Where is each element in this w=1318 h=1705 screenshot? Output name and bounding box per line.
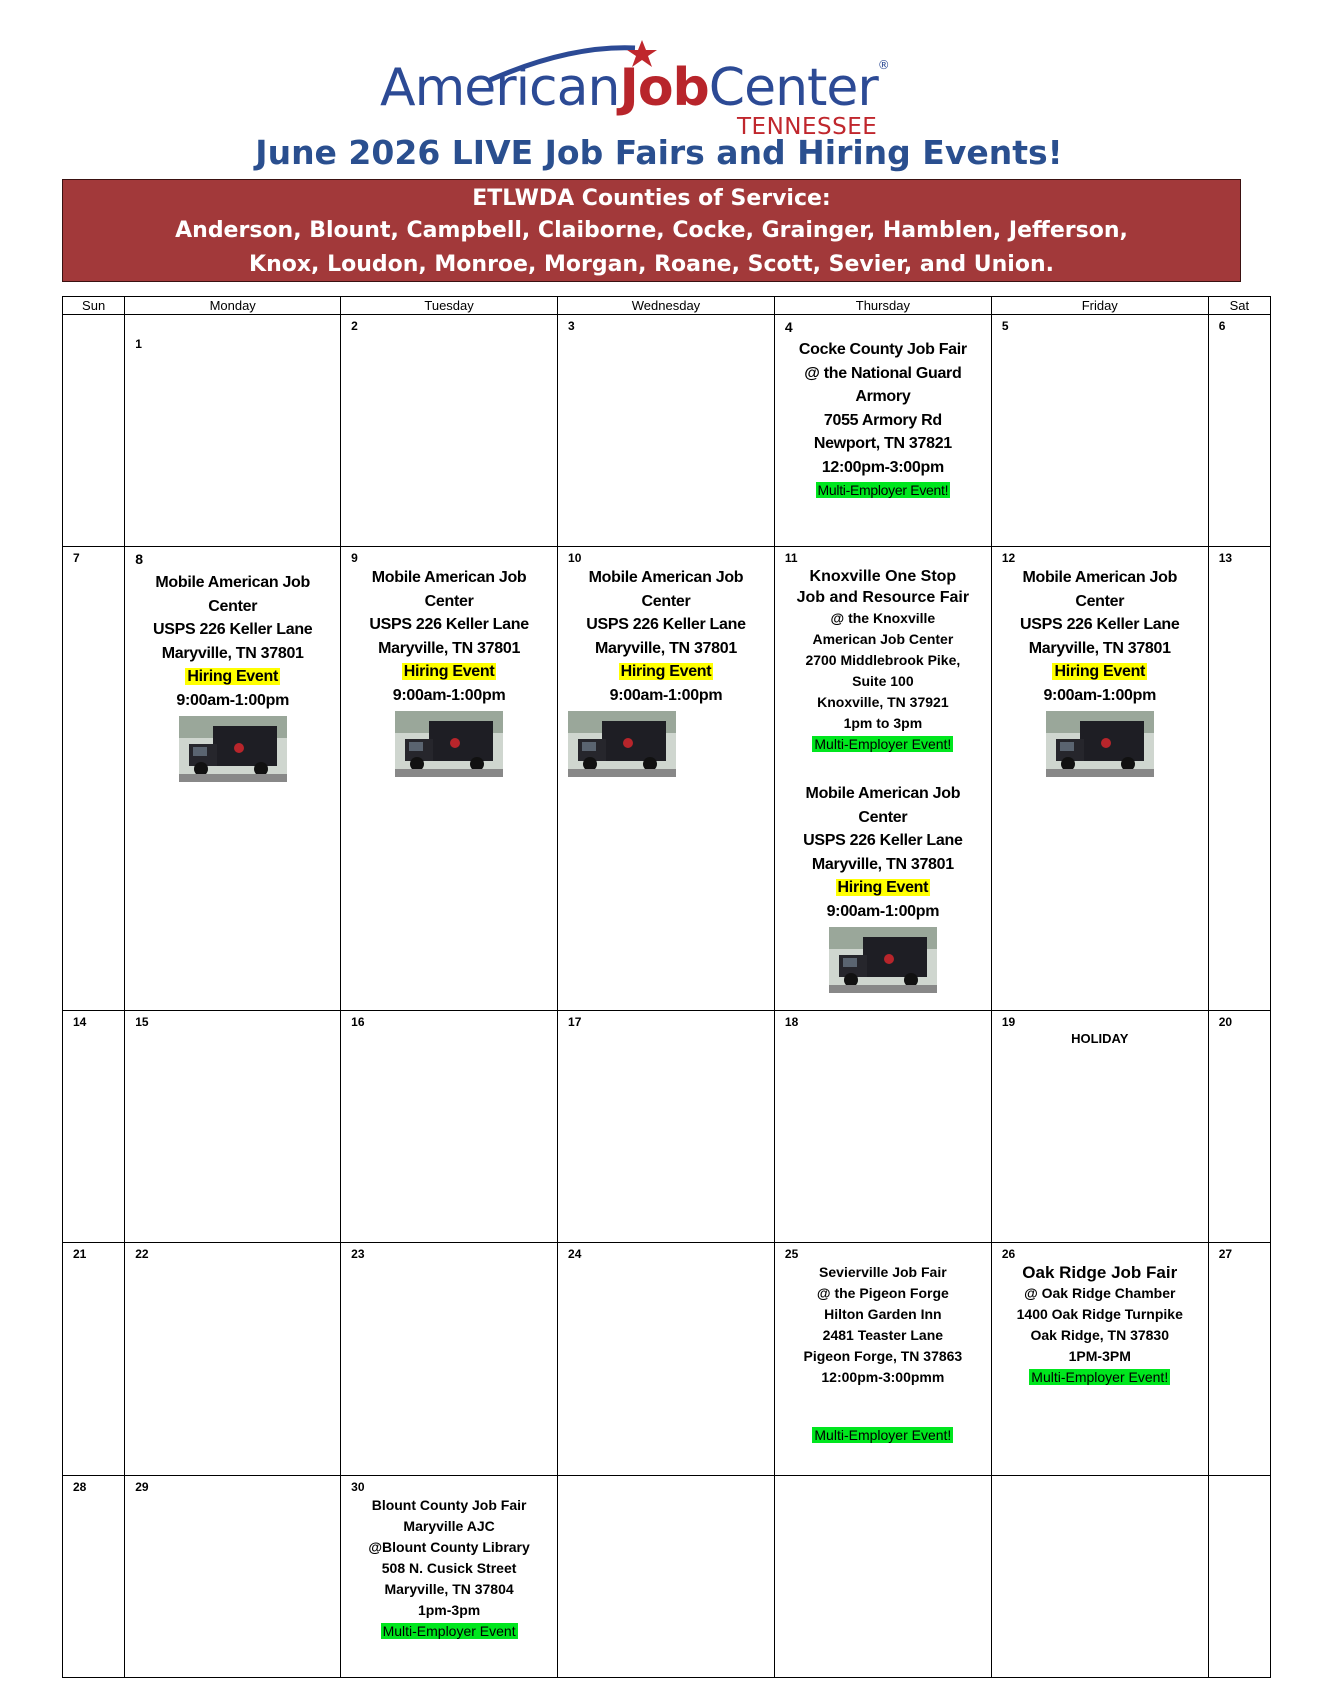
hiring-event-badge: Hiring Event <box>403 663 495 681</box>
date-number: 24 <box>568 1247 582 1262</box>
day-cell-9 <box>341 547 558 1011</box>
week-row-3 <box>63 1011 1271 1243</box>
date-number: 8 <box>135 551 144 568</box>
event-title: Oak Ridge Job Fair <box>1022 1263 1178 1283</box>
hiring-event-badge: Hiring Event <box>620 663 712 681</box>
date-number: 19 <box>1001 1015 1016 1030</box>
event-city: Maryville, TN 37801 <box>1028 639 1171 657</box>
event-blount-county-job-fair <box>341 1495 557 1642</box>
event-venue: Armory <box>855 388 911 406</box>
event-address: 508 N. Cusick Street <box>381 1559 517 1576</box>
event-type-badge: Multi-Employer Event! <box>1031 1369 1169 1386</box>
date-number: 20 <box>1218 1015 1233 1030</box>
event-title: Sevierville Job Fair <box>819 1264 947 1281</box>
date-number: 15 <box>135 1015 149 1030</box>
day-cell-10 <box>558 547 775 1011</box>
event-type-badge: Multi-Employer Event <box>382 1622 516 1639</box>
day-cell-15 <box>125 1011 341 1243</box>
date-number: 13 <box>1218 551 1233 566</box>
day-cell-empty <box>774 1475 991 1677</box>
event-time: 1pm to 3pm <box>843 715 923 732</box>
event-title: Mobile American Job <box>805 785 961 803</box>
date-number: 5 <box>1001 319 1009 334</box>
weekday-wednesday: Wednesday <box>558 297 775 315</box>
day-cell-27 <box>1208 1243 1270 1475</box>
day-cell-29 <box>125 1475 341 1677</box>
event-mobile-job-center <box>558 566 774 777</box>
event-venue: @ Oak Ridge Chamber <box>1024 1285 1176 1302</box>
date-number: 26 <box>1001 1247 1016 1262</box>
event-city: Pigeon Forge, TN 37863 <box>803 1348 963 1365</box>
event-time: 9:00am-1:00pm <box>392 686 506 704</box>
date-number: 12 <box>1001 551 1016 566</box>
date-number: 1 <box>135 337 142 352</box>
date-number: 22 <box>135 1247 149 1262</box>
event-time: 9:00am-1:00pm <box>609 686 723 704</box>
event-city: Maryville, TN 37804 <box>384 1580 514 1597</box>
event-city: Maryville, TN 37801 <box>161 644 304 662</box>
event-venue: American Job Center <box>812 631 954 648</box>
event-address: USPS 226 Keller Lane <box>369 616 529 634</box>
day-cell-17 <box>558 1011 775 1243</box>
day-cell-16 <box>341 1011 558 1243</box>
weekday-sat: Sat <box>1208 297 1270 315</box>
day-cell-13 <box>1208 547 1270 1011</box>
date-number: 16 <box>351 1015 365 1030</box>
day-cell-26 <box>991 1243 1208 1475</box>
day-cell-1 <box>125 315 341 547</box>
event-knoxville-one-stop <box>775 566 991 755</box>
day-cell-empty <box>991 1475 1208 1677</box>
hiring-event-badge: Hiring Event <box>187 668 279 686</box>
day-cell-14 <box>63 1011 125 1243</box>
event-city: Maryville, TN 37801 <box>378 639 521 657</box>
banner-counties-line-1: Anderson, Blount, Campbell, Claiborne, Cocke, Grainger, Hamblen, Jefferson, <box>175 218 1128 243</box>
event-title: Blount County Job Fair <box>371 1496 527 1513</box>
event-city: Newport, TN 37821 <box>813 435 952 453</box>
day-cell-11 <box>774 547 991 1011</box>
event-city: Knoxville, TN 37921 <box>817 694 949 711</box>
event-title: Mobile American Job <box>371 569 527 587</box>
date-number: 30 <box>351 1479 365 1494</box>
date-number: 25 <box>784 1247 799 1262</box>
truck-icon <box>829 927 937 993</box>
event-type-badge: Multi-Employer Event! <box>814 1427 952 1444</box>
holiday-label: HOLIDAY <box>1071 1031 1129 1047</box>
date-number: 21 <box>73 1247 87 1262</box>
event-type-badge: Multi-Employer Event! <box>817 482 949 499</box>
day-cell-3 <box>558 315 775 547</box>
day-cell-19 <box>991 1011 1208 1243</box>
weekday-monday: Monday <box>125 297 341 315</box>
event-time: 9:00am-1:00pm <box>826 902 940 920</box>
calendar-grid <box>62 296 1271 1678</box>
event-title: Cocke County Job Fair <box>798 341 967 359</box>
date-number: 28 <box>73 1479 87 1494</box>
event-title: Mobile American Job <box>1022 569 1178 587</box>
event-address: 7055 Armory Rd <box>823 411 942 429</box>
event-title: Center <box>858 808 908 826</box>
hiring-event-badge: Hiring Event <box>1054 663 1146 681</box>
event-venue: @Blount County Library <box>368 1538 530 1555</box>
event-mobile-job-center <box>992 566 1208 777</box>
date-number: 3 <box>568 319 575 334</box>
event-city: Oak Ridge, TN 37830 <box>1030 1327 1170 1344</box>
event-title: Center <box>208 597 258 615</box>
day-cell-7 <box>63 547 125 1011</box>
logo-state: TENNESSEE <box>737 114 878 140</box>
day-cell-23 <box>341 1243 558 1475</box>
banner-counties-line-2: Knox, Loudon, Monroe, Morgan, Roane, Scott, Sevier, and Union. <box>249 252 1054 277</box>
banner-heading: ETLWDA Counties of Service: <box>472 186 831 211</box>
day-cell-24 <box>558 1243 775 1475</box>
day-cell-21 <box>63 1243 125 1475</box>
event-title: Mobile American Job <box>155 574 311 592</box>
day-cell-empty <box>1208 1475 1270 1677</box>
event-time: 12:00pm-3:00pmm <box>821 1369 945 1386</box>
american-job-center-logo <box>380 40 900 140</box>
day-cell-2 <box>341 315 558 547</box>
weekday-thursday: Thursday <box>774 297 991 315</box>
day-cell-18 <box>774 1011 991 1243</box>
day-cell-12 <box>991 547 1208 1011</box>
event-mobile-job-center <box>341 566 557 777</box>
truck-icon <box>568 711 676 777</box>
weekday-header-row <box>63 297 1271 315</box>
event-time: 1pm-3pm <box>417 1601 481 1618</box>
event-title: Center <box>1075 592 1125 610</box>
day-cell-empty <box>558 1475 775 1677</box>
date-number: 10 <box>568 551 582 566</box>
date-number: 14 <box>73 1015 87 1030</box>
week-row-2 <box>63 547 1271 1011</box>
truck-icon <box>395 711 503 777</box>
day-cell-8 <box>125 547 341 1011</box>
weekday-sun: Sun <box>63 297 125 315</box>
week-row-1 <box>63 315 1271 547</box>
day-cell-30 <box>341 1475 558 1677</box>
event-sevierville-job-fair <box>775 1262 991 1388</box>
event-title: Mobile American Job <box>588 569 744 587</box>
event-address: 2700 Middlebrook Pike, <box>805 652 961 669</box>
event-title: Center <box>641 592 691 610</box>
day-cell-22 <box>125 1243 341 1475</box>
date-number: 11 <box>784 551 798 566</box>
logo-wordmark: AmericanJobCenter® <box>380 58 889 118</box>
date-number: 27 <box>1218 1247 1233 1262</box>
day-cell-25 <box>774 1243 991 1475</box>
event-title: Knoxville One Stop <box>809 568 957 586</box>
counties-banner <box>62 179 1241 282</box>
week-row-4 <box>63 1243 1271 1475</box>
event-address: USPS 226 Keller Lane <box>586 616 746 634</box>
event-title: Center <box>424 592 474 610</box>
date-number: 4 <box>784 319 793 336</box>
weekday-friday: Friday <box>991 297 1208 315</box>
page-title: June 2026 LIVE Job Fairs and Hiring Events! <box>255 133 1063 172</box>
day-cell-4 <box>774 315 991 547</box>
week-row-5 <box>63 1475 1271 1677</box>
date-number: 18 <box>784 1015 799 1030</box>
event-address: Suite 100 <box>852 673 914 690</box>
event-type-row <box>775 1425 991 1446</box>
truck-icon <box>1046 711 1154 777</box>
date-number: 23 <box>351 1247 365 1262</box>
truck-icon <box>179 716 287 782</box>
date-number: 9 <box>351 551 358 566</box>
day-cell-28 <box>63 1475 125 1677</box>
event-time: 9:00am-1:00pm <box>1043 686 1157 704</box>
event-address: 1400 Oak Ridge Turnpike <box>1016 1306 1183 1323</box>
event-venue: Hilton Garden Inn <box>824 1306 942 1323</box>
event-venue: @ the Pigeon Forge <box>816 1285 949 1302</box>
day-cell-5 <box>991 315 1208 547</box>
event-address: USPS 226 Keller Lane <box>803 832 963 850</box>
event-time: 9:00am-1:00pm <box>176 691 289 709</box>
event-address: USPS 226 Keller Lane <box>1020 616 1180 634</box>
event-mobile-job-center <box>125 571 340 782</box>
day-cell-empty <box>63 315 125 547</box>
event-cocke-county-job-fair <box>775 338 991 503</box>
day-cell-20 <box>1208 1011 1270 1243</box>
date-number: 7 <box>73 551 80 566</box>
date-number: 2 <box>351 319 358 334</box>
event-time: 12:00pm-3:00pm <box>821 458 944 476</box>
event-address: 2481 Teaster Lane <box>822 1327 944 1344</box>
event-venue: @ the Knoxville <box>830 610 936 627</box>
date-number: 17 <box>568 1015 582 1030</box>
event-venue: @ the National Guard <box>804 364 962 382</box>
event-type-badge: Multi-Employer Event! <box>814 736 952 753</box>
day-cell-6 <box>1208 315 1270 547</box>
event-title: Job and Resource Fair <box>796 589 970 607</box>
hiring-event-badge: Hiring Event <box>837 879 929 897</box>
event-oak-ridge-job-fair <box>992 1262 1208 1388</box>
event-address: USPS 226 Keller Lane <box>152 621 313 639</box>
event-mobile-job-center <box>775 782 991 993</box>
date-number: 29 <box>135 1479 149 1494</box>
event-time: 1PM-3PM <box>1068 1348 1131 1365</box>
weekday-tuesday: Tuesday <box>341 297 558 315</box>
event-venue: Maryville AJC <box>403 1517 495 1534</box>
event-city: Maryville, TN 37801 <box>595 639 737 657</box>
date-number: 6 <box>1218 319 1226 334</box>
event-city: Maryville, TN 37801 <box>811 855 954 873</box>
